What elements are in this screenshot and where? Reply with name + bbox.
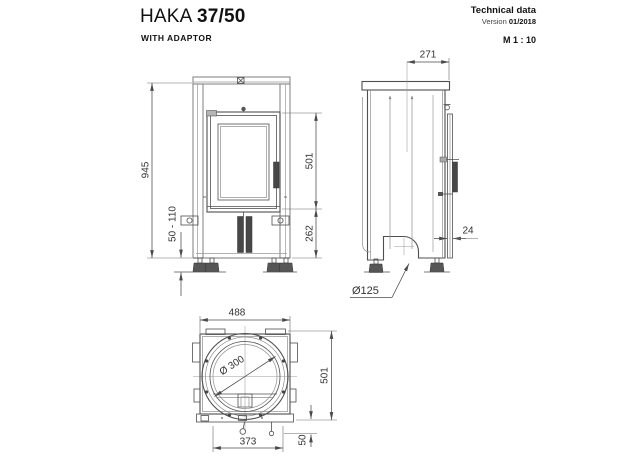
stove-door [203,107,287,212]
latch-key [243,422,244,429]
version-value: 01/2018 [508,17,536,26]
door-handle-side [453,162,458,192]
drawing-scale: M 1 : 10 [502,35,536,45]
side-view [350,50,478,298]
frame-column-right [280,84,290,258]
latch-block [438,192,443,196]
air-duct [394,238,414,255]
front-view [141,77,323,296]
plan-view [193,308,338,453]
version-label: Version [481,17,507,26]
stove-body-side [368,90,446,260]
top-plate [362,82,450,91]
dim-945: 945 [140,161,152,179]
rear-panel-edge [363,97,371,252]
dim-flue-diameter: Ø 300 [217,353,247,378]
tech-data-label: Technical data [470,5,536,16]
frame-column-left [193,84,203,258]
dim-duct-diameter: Ø125 [352,285,379,297]
dim-262: 262 [304,225,316,242]
dim-501-plan: 501 [319,367,331,384]
wall-bracket-left [181,216,198,225]
dim-24: 24 [462,225,474,237]
door-glass [218,124,269,200]
door-latch-knob [241,107,245,111]
product-brand: HAKA [140,6,192,27]
front-dimensions [141,83,323,296]
door-handle [274,162,280,188]
dim-50: 50 [297,434,309,446]
flue-adaptor [238,212,253,253]
page-subtitle: WITH ADAPTOR [141,33,213,43]
dim-50-110: 50 - 110 [167,206,179,242]
adjustable-feet-front [174,258,297,272]
dim-488: 488 [228,307,246,319]
door-hinge [207,111,217,117]
duct-leader-line [392,264,409,298]
product-model: 37/50 [196,6,246,27]
dim-501-front: 501 [304,152,316,170]
dim-271: 271 [419,49,437,61]
side-lug-right [290,343,298,362]
dim-373: 373 [239,436,257,448]
side-lug-left [193,343,201,362]
